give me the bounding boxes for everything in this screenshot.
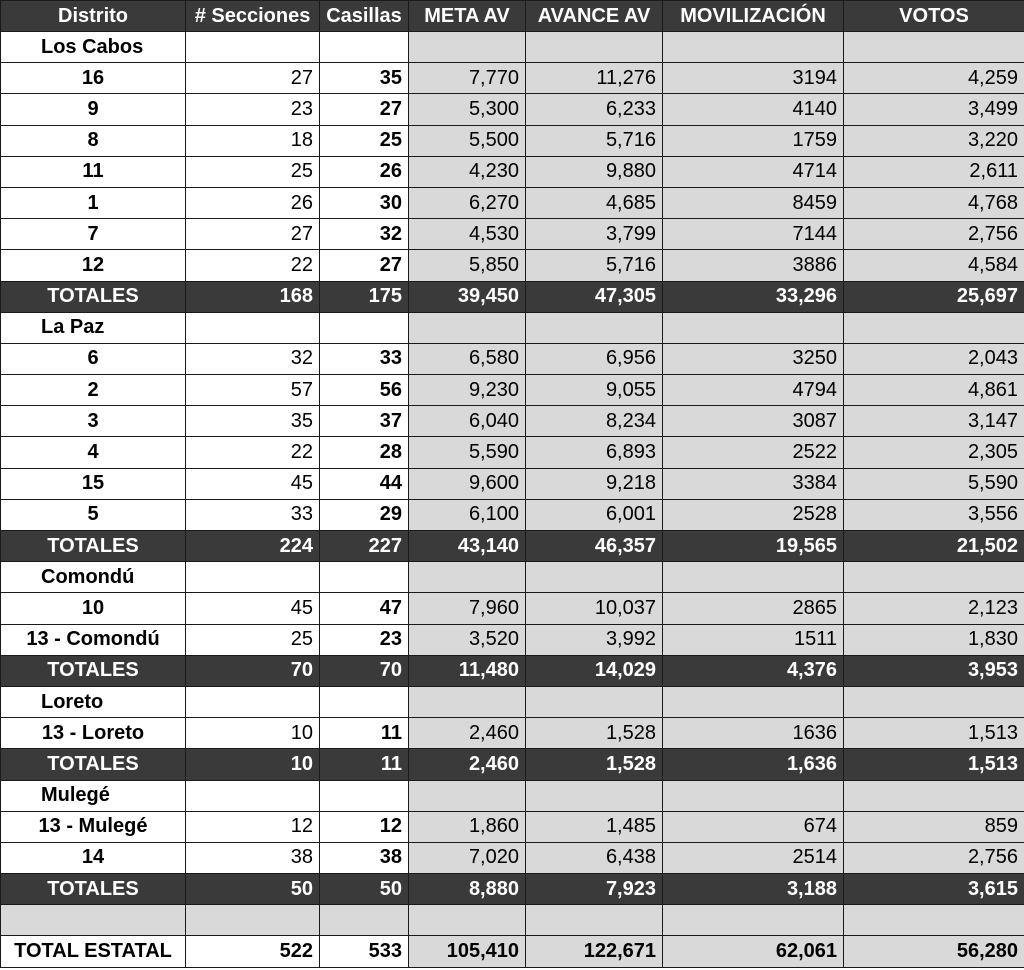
group-row	[1, 562, 1024, 593]
casillas-cell: 44	[320, 468, 409, 499]
group-name: Mulegé	[1, 780, 186, 811]
votos-cell: 4,861	[844, 375, 1024, 406]
empty-cell	[1, 905, 186, 936]
table-header	[1, 1, 1024, 32]
empty-cell	[663, 780, 844, 811]
table-row	[1, 437, 1024, 468]
totals-secciones: 168	[186, 281, 320, 312]
totals-casillas: 70	[320, 655, 409, 686]
empty-cell	[186, 312, 320, 343]
totals-votos: 3,953	[844, 655, 1024, 686]
secciones-cell: 18	[186, 125, 320, 156]
totals-avance: 47,305	[526, 281, 663, 312]
empty-cell	[526, 780, 663, 811]
empty-cell	[186, 905, 320, 936]
avance-cell: 1,485	[526, 811, 663, 842]
estatal-meta: 105,410	[409, 936, 526, 967]
totals-votos: 21,502	[844, 531, 1024, 562]
empty-cell	[409, 312, 526, 343]
avance-cell: 6,438	[526, 842, 663, 873]
votos-cell: 2,123	[844, 593, 1024, 624]
totals-secciones: 50	[186, 874, 320, 905]
casillas-cell: 32	[320, 219, 409, 250]
empty-cell	[844, 905, 1024, 936]
table-row	[1, 63, 1024, 94]
empty-cell	[186, 780, 320, 811]
totals-label: TOTALES	[1, 749, 186, 780]
totals-casillas: 175	[320, 281, 409, 312]
votos-cell: 2,043	[844, 343, 1024, 374]
meta-cell: 7,020	[409, 842, 526, 873]
secciones-cell: 12	[186, 811, 320, 842]
estatal-movilizacion: 62,061	[663, 936, 844, 967]
distrito-cell: 2	[1, 375, 186, 406]
meta-cell: 3,520	[409, 624, 526, 655]
avance-cell: 6,893	[526, 437, 663, 468]
meta-cell: 7,960	[409, 593, 526, 624]
totals-meta: 8,880	[409, 874, 526, 905]
empty-cell	[663, 312, 844, 343]
table-row	[1, 842, 1024, 873]
estatal-casillas: 533	[320, 936, 409, 967]
totals-votos: 25,697	[844, 281, 1024, 312]
avance-cell: 9,055	[526, 375, 663, 406]
empty-cell	[844, 32, 1024, 63]
totals-label: TOTALES	[1, 655, 186, 686]
votos-cell: 4,584	[844, 250, 1024, 281]
table-row	[1, 343, 1024, 374]
secciones-cell: 27	[186, 219, 320, 250]
group-row	[1, 780, 1024, 811]
movilizacion-cell: 4794	[663, 375, 844, 406]
distrito-cell: 4	[1, 437, 186, 468]
total-estatal-row	[1, 936, 1024, 967]
empty-cell	[409, 780, 526, 811]
empty-cell	[320, 780, 409, 811]
empty-cell	[320, 32, 409, 63]
avance-cell: 5,716	[526, 250, 663, 281]
totals-votos: 1,513	[844, 749, 1024, 780]
empty-cell	[844, 312, 1024, 343]
totals-row	[1, 874, 1024, 905]
meta-cell: 7,770	[409, 63, 526, 94]
empty-cell	[409, 905, 526, 936]
secciones-cell: 45	[186, 468, 320, 499]
header-meta-av: META AV	[409, 1, 526, 32]
totals-row	[1, 655, 1024, 686]
table-row	[1, 125, 1024, 156]
distrito-cell: 5	[1, 499, 186, 530]
distrito-cell: 11	[1, 156, 186, 187]
totals-secciones: 70	[186, 655, 320, 686]
casillas-cell: 27	[320, 250, 409, 281]
meta-cell: 9,230	[409, 375, 526, 406]
table-row	[1, 624, 1024, 655]
header-distrito: Distrito	[1, 1, 186, 32]
secciones-cell: 25	[186, 156, 320, 187]
movilizacion-cell: 4714	[663, 156, 844, 187]
movilizacion-cell: 2514	[663, 842, 844, 873]
header-secciones: # Secciones	[186, 1, 320, 32]
votos-cell: 4,768	[844, 187, 1024, 218]
distrito-cell: 13 - Loreto	[1, 718, 186, 749]
votos-cell: 3,556	[844, 499, 1024, 530]
estatal-secciones: 522	[186, 936, 320, 967]
meta-cell: 5,300	[409, 94, 526, 125]
header-votos: VOTOS	[844, 1, 1024, 32]
votos-cell: 2,611	[844, 156, 1024, 187]
empty-cell	[186, 32, 320, 63]
empty-cell	[526, 686, 663, 717]
casillas-cell: 37	[320, 406, 409, 437]
movilizacion-cell: 674	[663, 811, 844, 842]
estatal-votos: 56,280	[844, 936, 1024, 967]
casillas-cell: 26	[320, 156, 409, 187]
secciones-cell: 35	[186, 406, 320, 437]
empty-cell	[526, 562, 663, 593]
avance-cell: 4,685	[526, 187, 663, 218]
secciones-cell: 22	[186, 250, 320, 281]
casillas-cell: 28	[320, 437, 409, 468]
totals-row	[1, 531, 1024, 562]
table-row	[1, 718, 1024, 749]
spacer-row	[1, 905, 1024, 936]
estatal-avance: 122,671	[526, 936, 663, 967]
empty-cell	[663, 686, 844, 717]
totals-row	[1, 749, 1024, 780]
totals-meta: 43,140	[409, 531, 526, 562]
votos-cell: 859	[844, 811, 1024, 842]
totals-secciones: 10	[186, 749, 320, 780]
distrito-cell: 15	[1, 468, 186, 499]
empty-cell	[320, 562, 409, 593]
movilizacion-cell: 3194	[663, 63, 844, 94]
movilizacion-cell: 4140	[663, 94, 844, 125]
avance-cell: 9,218	[526, 468, 663, 499]
casillas-cell: 11	[320, 718, 409, 749]
votos-cell: 1,513	[844, 718, 1024, 749]
movilizacion-cell: 1511	[663, 624, 844, 655]
movilizacion-cell: 8459	[663, 187, 844, 218]
meta-cell: 6,040	[409, 406, 526, 437]
votos-cell: 2,756	[844, 842, 1024, 873]
secciones-cell: 45	[186, 593, 320, 624]
distrito-cell: 8	[1, 125, 186, 156]
votos-cell: 4,259	[844, 63, 1024, 94]
avance-cell: 6,001	[526, 499, 663, 530]
votos-cell: 3,220	[844, 125, 1024, 156]
empty-cell	[663, 32, 844, 63]
group-name: Loreto	[1, 686, 186, 717]
empty-cell	[186, 686, 320, 717]
votos-cell: 2,756	[844, 219, 1024, 250]
distrito-cell: 6	[1, 343, 186, 374]
table-row	[1, 406, 1024, 437]
casillas-cell: 12	[320, 811, 409, 842]
casillas-cell: 30	[320, 187, 409, 218]
table-row	[1, 187, 1024, 218]
distrito-cell: 13 - Comondú	[1, 624, 186, 655]
totals-casillas: 50	[320, 874, 409, 905]
casillas-cell: 29	[320, 499, 409, 530]
totals-movilizacion: 4,376	[663, 655, 844, 686]
meta-cell: 2,460	[409, 718, 526, 749]
totals-label: TOTALES	[1, 531, 186, 562]
meta-cell: 6,100	[409, 499, 526, 530]
totals-avance: 14,029	[526, 655, 663, 686]
group-name: La Paz	[1, 312, 186, 343]
empty-cell	[320, 686, 409, 717]
votos-cell: 5,590	[844, 468, 1024, 499]
movilizacion-cell: 2865	[663, 593, 844, 624]
totals-casillas: 227	[320, 531, 409, 562]
table-row	[1, 811, 1024, 842]
empty-cell	[320, 905, 409, 936]
meta-cell: 1,860	[409, 811, 526, 842]
avance-cell: 8,234	[526, 406, 663, 437]
table-row	[1, 375, 1024, 406]
empty-cell	[526, 32, 663, 63]
table-row	[1, 468, 1024, 499]
secciones-cell: 10	[186, 718, 320, 749]
empty-cell	[186, 562, 320, 593]
meta-cell: 6,270	[409, 187, 526, 218]
secciones-cell: 57	[186, 375, 320, 406]
distrito-cell: 13 - Mulegé	[1, 811, 186, 842]
meta-cell: 5,500	[409, 125, 526, 156]
meta-cell: 5,590	[409, 437, 526, 468]
totals-votos: 3,615	[844, 874, 1024, 905]
secciones-cell: 33	[186, 499, 320, 530]
movilizacion-cell: 2522	[663, 437, 844, 468]
distrito-cell: 12	[1, 250, 186, 281]
empty-cell	[844, 780, 1024, 811]
distrito-cell: 7	[1, 219, 186, 250]
movilizacion-cell: 3250	[663, 343, 844, 374]
avance-cell: 3,992	[526, 624, 663, 655]
casillas-cell: 47	[320, 593, 409, 624]
totals-avance: 1,528	[526, 749, 663, 780]
totals-label: TOTALES	[1, 874, 186, 905]
group-row	[1, 312, 1024, 343]
totals-secciones: 224	[186, 531, 320, 562]
totals-meta: 2,460	[409, 749, 526, 780]
casillas-cell: 38	[320, 842, 409, 873]
casillas-cell: 33	[320, 343, 409, 374]
secciones-cell: 38	[186, 842, 320, 873]
empty-cell	[409, 32, 526, 63]
estatal-label: TOTAL ESTATAL	[1, 936, 186, 967]
totals-meta: 11,480	[409, 655, 526, 686]
header-movilizacion: MOVILIZACIÓN	[663, 1, 844, 32]
empty-cell	[663, 562, 844, 593]
secciones-cell: 27	[186, 63, 320, 94]
totals-movilizacion: 19,565	[663, 531, 844, 562]
votos-cell: 1,830	[844, 624, 1024, 655]
totals-avance: 7,923	[526, 874, 663, 905]
header-avance-av: AVANCE AV	[526, 1, 663, 32]
totals-meta: 39,450	[409, 281, 526, 312]
totals-movilizacion: 3,188	[663, 874, 844, 905]
secciones-cell: 22	[186, 437, 320, 468]
table-row	[1, 156, 1024, 187]
totals-movilizacion: 1,636	[663, 749, 844, 780]
secciones-cell: 23	[186, 94, 320, 125]
votos-cell: 3,147	[844, 406, 1024, 437]
casillas-cell: 27	[320, 94, 409, 125]
votos-cell: 3,499	[844, 94, 1024, 125]
table-row	[1, 250, 1024, 281]
distrito-cell: 3	[1, 406, 186, 437]
empty-cell	[526, 312, 663, 343]
empty-cell	[663, 905, 844, 936]
empty-cell	[844, 686, 1024, 717]
empty-cell	[844, 562, 1024, 593]
table-row	[1, 219, 1024, 250]
votos-cell: 2,305	[844, 437, 1024, 468]
movilizacion-cell: 2528	[663, 499, 844, 530]
avance-cell: 6,956	[526, 343, 663, 374]
empty-cell	[320, 312, 409, 343]
totals-row	[1, 281, 1024, 312]
meta-cell: 4,530	[409, 219, 526, 250]
avance-cell: 9,880	[526, 156, 663, 187]
movilizacion-cell: 7144	[663, 219, 844, 250]
header-casillas: Casillas	[320, 1, 409, 32]
avance-cell: 10,037	[526, 593, 663, 624]
table-row	[1, 94, 1024, 125]
group-name: Comondú	[1, 562, 186, 593]
avance-cell: 6,233	[526, 94, 663, 125]
group-name: Los Cabos	[1, 32, 186, 63]
totals-label: TOTALES	[1, 281, 186, 312]
casillas-cell: 35	[320, 63, 409, 94]
meta-cell: 4,230	[409, 156, 526, 187]
casillas-cell: 25	[320, 125, 409, 156]
totals-avance: 46,357	[526, 531, 663, 562]
secciones-cell: 32	[186, 343, 320, 374]
meta-cell: 9,600	[409, 468, 526, 499]
totals-movilizacion: 33,296	[663, 281, 844, 312]
movilizacion-cell: 1636	[663, 718, 844, 749]
casillas-cell: 23	[320, 624, 409, 655]
distrito-cell: 9	[1, 94, 186, 125]
distrito-cell: 10	[1, 593, 186, 624]
empty-cell	[409, 562, 526, 593]
avance-cell: 5,716	[526, 125, 663, 156]
movilizacion-cell: 3384	[663, 468, 844, 499]
group-row	[1, 686, 1024, 717]
empty-cell	[526, 905, 663, 936]
table-row	[1, 499, 1024, 530]
totals-casillas: 11	[320, 749, 409, 780]
distrito-cell: 1	[1, 187, 186, 218]
avance-cell: 11,276	[526, 63, 663, 94]
avance-cell: 3,799	[526, 219, 663, 250]
distrito-cell: 16	[1, 63, 186, 94]
casillas-cell: 56	[320, 375, 409, 406]
meta-cell: 6,580	[409, 343, 526, 374]
movilizacion-cell: 1759	[663, 125, 844, 156]
movilizacion-cell: 3886	[663, 250, 844, 281]
secciones-cell: 25	[186, 624, 320, 655]
empty-cell	[409, 686, 526, 717]
avance-cell: 1,528	[526, 718, 663, 749]
secciones-cell: 26	[186, 187, 320, 218]
table-row	[1, 593, 1024, 624]
group-row	[1, 32, 1024, 63]
table-body	[1, 32, 1024, 968]
distrito-cell: 14	[1, 842, 186, 873]
movilizacion-cell: 3087	[663, 406, 844, 437]
meta-cell: 5,850	[409, 250, 526, 281]
